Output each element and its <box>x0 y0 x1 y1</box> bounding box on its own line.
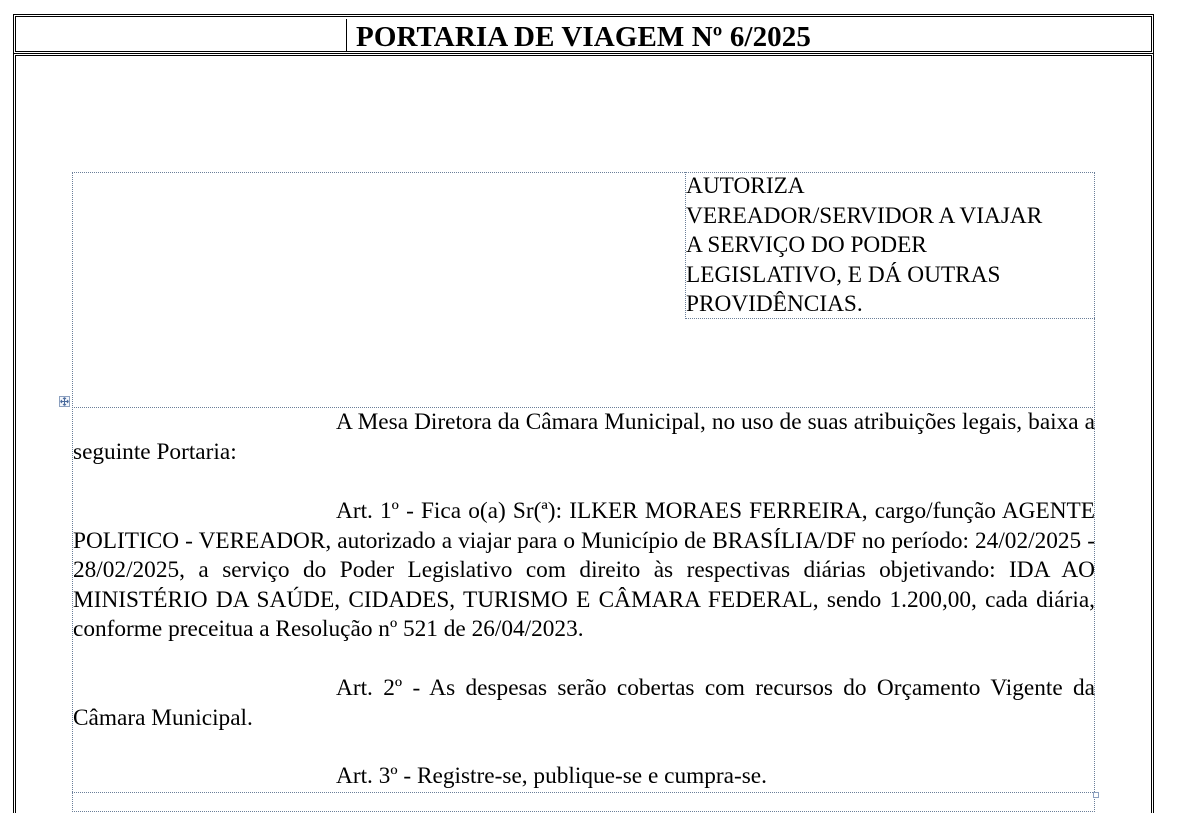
ementa-line: PROVIDÊNCIAS. <box>686 291 863 317</box>
ementa-line: VEREADOR/SERVIDOR A VIAJAR <box>686 202 1043 229</box>
ementa-text[interactable] <box>686 172 1091 320</box>
text-cursor <box>346 19 347 51</box>
table-resize-icon[interactable] <box>1093 792 1099 798</box>
article-2-paragraph[interactable]: Art. 2º - As despesas serão cobertas com recursos do Orçamento Vigente da Câmara Municipal. <box>73 675 1095 731</box>
page-title[interactable]: PORTARIA DE VIAGEM Nº 6/2025 <box>356 21 811 53</box>
article-3-paragraph[interactable]: Art. 3º - Registre-se, publique-se e cumpra-se. <box>336 763 767 789</box>
title-table <box>13 14 1154 54</box>
ementa-line: AUTORIZA <box>686 173 805 199</box>
ementa-line: LEGISLATIVO, E DÁ OUTRAS <box>686 261 1001 288</box>
ementa-line: A SERVIÇO DO PODER <box>686 232 927 258</box>
preamble-paragraph[interactable]: A Mesa Diretora da Câmara Municipal, no uso de suas atribuições legais, baixa a seguinte Portaria: <box>73 409 1095 465</box>
table-row-divider <box>72 792 1095 793</box>
article-1-paragraph[interactable]: Art. 1º - Fica o(a) Sr(ª): ILKER MORAES FERREIRA, cargo/função AGENTE POLITICO - VEREADOR, autorizado a viajar para o Município de BRASÍLIA/DF no período: 24/02/2025 - 28/02/2025, a serviço do Poder Legislativo com direito às respectivas diárias objetivando: IDA AO MINISTÉRIO DA SAÚDE, CIDADES, TURISMO E CÂMARA FEDERAL, sendo 1.200,00, cada diária, conforme preceitua a Resolução nº 521 de 26/04/2023. <box>73 498 1095 642</box>
table-move-icon[interactable] <box>59 396 70 407</box>
